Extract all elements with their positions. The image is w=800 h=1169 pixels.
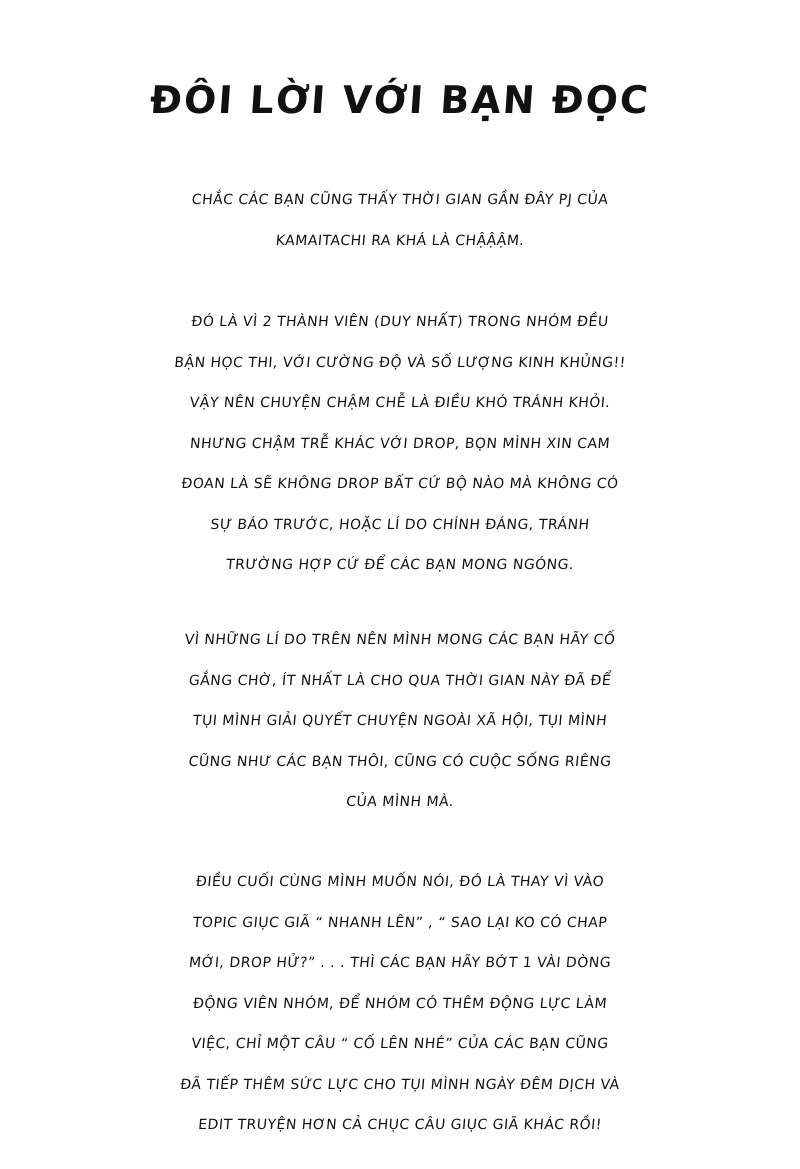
text-line: CŨNG NHƯ CÁC BẠN THÔI, CŨNG CÓ CUỘC SỐNG RIÊNG xyxy=(187,753,613,770)
text-line: ĐÃ TIẾP THÊM SỨC LỰC CHO TỤI MÌNH NGÀY ĐÊM DỊCH VÀ xyxy=(179,1076,621,1093)
text-line: VIỆC, CHỈ MỘT CÂU “ CỐ LÊN NHÉ” CỦA CÁC BẠN CŨNG xyxy=(190,1036,610,1052)
paragraph-2 xyxy=(0,302,800,586)
text-line: TỤI MÌNH GIẢI QUYẾT CHUYỆN NGOÀI XÃ HỘI, TỤI MÌNH xyxy=(192,713,608,729)
text-line: NHƯNG CHẬM TRỄ KHÁC VỚI DROP, BỌN MÌNH XIN CAM xyxy=(189,435,611,452)
text-line: VẬY NÊN CHUYỆN CHẬM CHỄ LÀ ĐIỀU KHÓ TRÁNH KHỎI. xyxy=(188,395,612,411)
text-line: TOPIC GIỤC GIÃ “ NHANH LÊN” , “ SAO LẠI KO CÓ CHAP xyxy=(192,914,608,931)
text-line: ĐOAN LÀ SẼ KHÔNG DROP BẤT CỨ BỘ NÀO MÀ KHÔNG CÓ xyxy=(180,476,620,492)
paragraph-3 xyxy=(0,620,800,823)
text-line: ĐỘNG VIÊN NHÓM, ĐỂ NHÓM CÓ THÊM ĐỘNG LỰC LÀM xyxy=(192,995,608,1012)
text-line: ĐÓ LÀ VÌ 2 THÀNH VIÊN (DUY NHẤT) TRONG NHÓM ĐỀU xyxy=(190,314,610,330)
text-line: EDIT TRUYỆN HƠN CẢ CHỤC CÂU GIỤC GIÃ KHÁC RỒI! xyxy=(197,1117,603,1133)
text-line: VÌ NHỮNG LÍ DO TRÊN NÊN MÌNH MONG CÁC BẠN HÃY CỐ xyxy=(183,632,617,648)
text-line: ĐIỀU CUỐI CÙNG MÌNH MUỐN NÓI, ĐÓ LÀ THAY VÌ VÀO xyxy=(195,874,605,890)
page-title: ĐÔI LỜI VỚI BẠN ĐỌC xyxy=(148,78,652,122)
text-line: MỚI, DROP HỬ?” . . . THÌ CÁC BẠN HÃY BỚT 1 VÀI DÒNG xyxy=(188,955,612,971)
text-line: GẮNG CHỜ, ÍT NHẤT LÀ CHO QUA THỜI GIAN NÀY ĐÃ ĐỂ xyxy=(188,672,612,689)
text-line: CHẮC CÁC BẠN CŨNG THẤY THỜI GIAN GẦN ĐÂY PJ CỦA xyxy=(191,192,609,208)
paragraph-1 xyxy=(0,180,800,261)
text-line: SỰ BÁO TRƯỚC, HOẶC LÍ DO CHÍNH ĐÁNG, TRÁNH xyxy=(209,516,591,533)
text-line: BẬN HỌC THI, VỚI CƯỜNG ĐỘ VÀ SỐ LƯỢNG KINH KHỦNG!! xyxy=(173,354,627,371)
paragraph-4 xyxy=(0,862,800,1146)
text-line: TRƯỜNG HỢP CỨ ĐỂ CÁC BẠN MONG NGÓNG. xyxy=(225,557,575,573)
text-line: CỦA MÌNH MÀ. xyxy=(345,794,455,810)
text-line: KAMAITACHI RA KHÁ LÀ CHẬẬẬM. xyxy=(275,232,526,249)
